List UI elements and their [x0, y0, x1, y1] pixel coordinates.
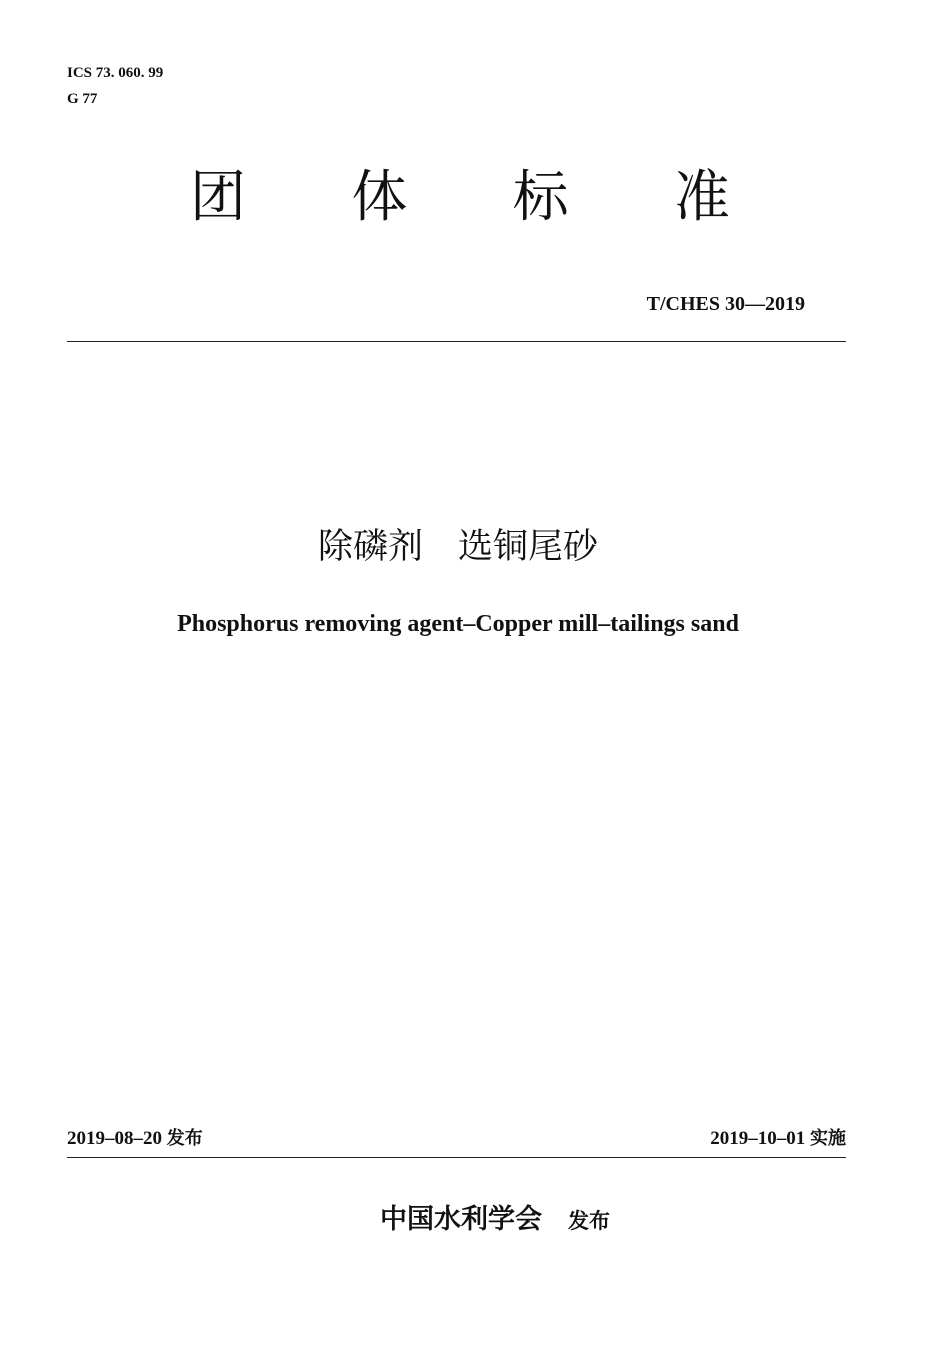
standard-type-char: 体 — [351, 165, 408, 230]
publisher-organization: 中国水利学会 — [380, 1204, 542, 1235]
standard-number: T/CHES 30—2019 — [646, 293, 805, 315]
implementation-date: 2019–10–01 — [710, 1128, 806, 1149]
standard-type-char: 标 — [512, 165, 569, 230]
classification-code: G 77 — [67, 91, 98, 107]
publisher-label: 发布 — [568, 1209, 610, 1233]
ics-code: ICS 73. 060. 99 — [67, 65, 164, 81]
top-divider — [67, 341, 846, 342]
issue-date-line — [67, 1125, 203, 1153]
standard-type-heading — [190, 163, 730, 233]
standard-type-char: 准 — [673, 165, 730, 230]
issue-label: 发布 — [166, 1128, 203, 1149]
publisher-line — [0, 1200, 950, 1241]
english-title: Phosphorus removing agent–Copper mill–tailings sand — [177, 611, 739, 637]
implementation-date-line — [710, 1125, 846, 1153]
chinese-title: 除磷剂 选铜尾砂 — [317, 527, 598, 567]
standard-type-char: 团 — [190, 165, 246, 230]
bottom-divider — [67, 1157, 846, 1158]
implementation-label: 实施 — [810, 1128, 846, 1149]
issue-date: 2019–08–20 — [67, 1128, 162, 1149]
